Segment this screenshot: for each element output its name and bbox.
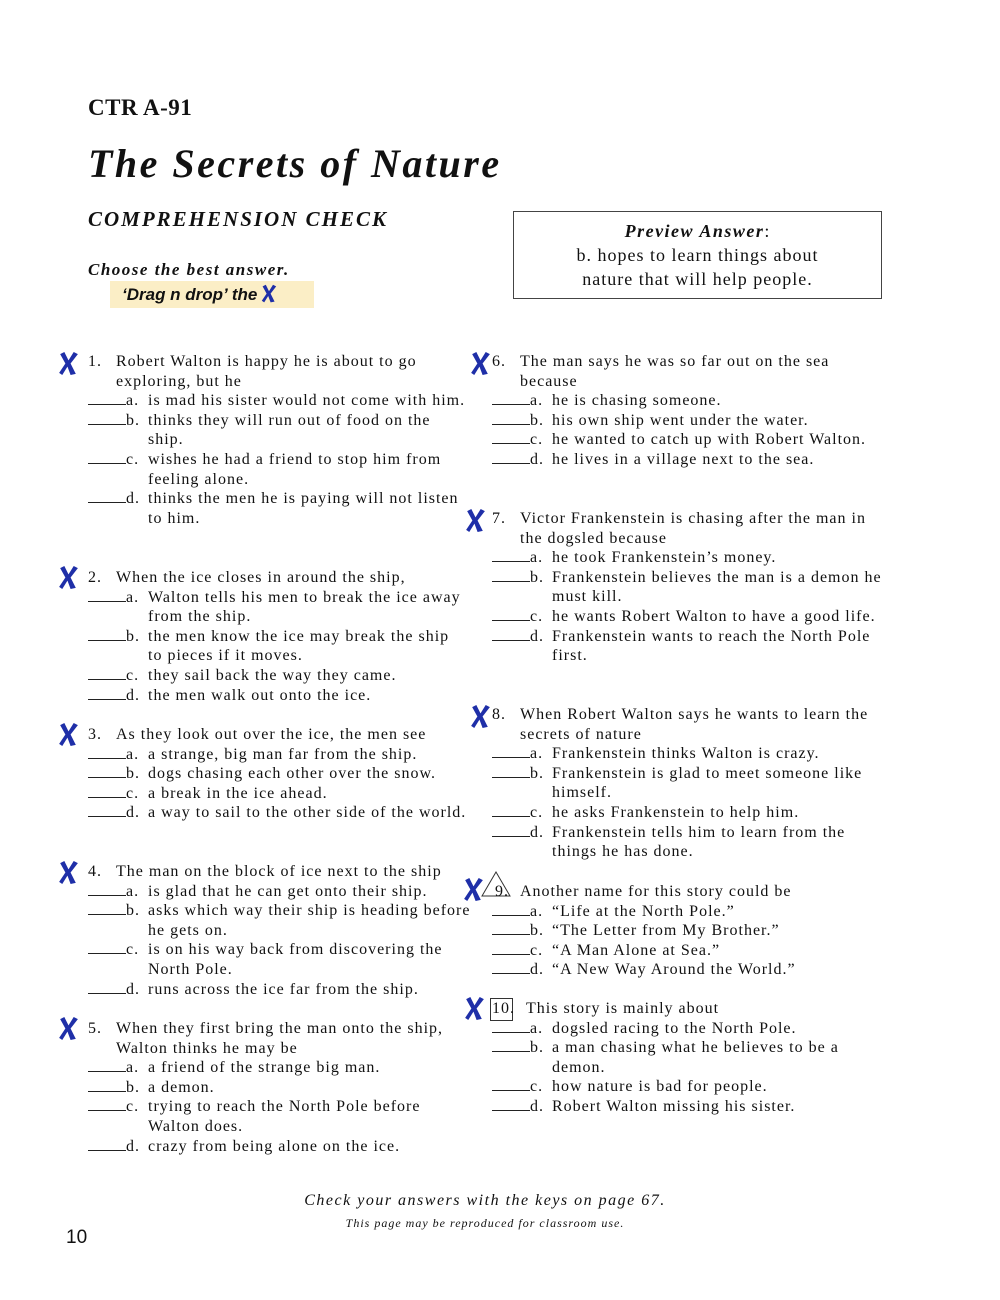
answer-blank[interactable]: [492, 627, 530, 641]
question-7: [492, 509, 882, 666]
answer-option[interactable]: d. Frankenstein tells him to learn from the things he has done.: [492, 823, 882, 862]
answer-blank[interactable]: [492, 941, 530, 955]
answer-blank[interactable]: [88, 764, 126, 778]
section-title: COMPREHENSION CHECK: [88, 207, 388, 231]
x-mark-icon[interactable]: [58, 722, 79, 747]
answer-blank[interactable]: [88, 588, 126, 602]
question-number: 10.: [492, 1000, 515, 1017]
answer-option[interactable]: d. runs across the ice far from the ship.: [88, 980, 472, 1000]
answer-blank[interactable]: [492, 1077, 530, 1091]
answer-option[interactable]: c. he wanted to catch up with Robert Walton.: [492, 430, 882, 450]
answer-blank[interactable]: [88, 1097, 126, 1111]
question-number: 5.: [88, 1020, 102, 1037]
x-mark-icon[interactable]: [465, 508, 486, 533]
question-9: [492, 882, 882, 980]
answer-blank[interactable]: [88, 784, 126, 798]
question-number: 1.: [88, 353, 102, 370]
x-mark-icon[interactable]: [261, 284, 277, 302]
answer-blank[interactable]: [88, 666, 126, 680]
answer-option[interactable]: c. is on his way back from discovering the North Pole.: [88, 940, 472, 979]
answer-option[interactable]: b. asks which way their ship is heading before he gets on.: [88, 901, 472, 940]
reproduction-note: This page may be reproduced for classroom use.: [345, 1216, 625, 1230]
answer-blank[interactable]: [492, 764, 530, 778]
question-stem: Robert Walton is happy he is about to go exploring, but he: [116, 353, 417, 390]
answer-blank[interactable]: [88, 980, 126, 994]
answer-blank[interactable]: [88, 1137, 126, 1151]
question-4: [88, 862, 472, 999]
question-number: 8.: [492, 706, 506, 723]
x-mark-icon[interactable]: [58, 351, 79, 376]
answer-option[interactable]: d. crazy from being alone on the ice.: [88, 1137, 468, 1157]
question-number: 3.: [88, 726, 102, 743]
answer-option[interactable]: d. Frankenstein wants to reach the North Pole first.: [492, 627, 882, 666]
answer-blank[interactable]: [492, 744, 530, 758]
question-number: 4.: [88, 863, 102, 880]
question-1: [88, 352, 468, 528]
answer-blank[interactable]: [88, 803, 126, 817]
answer-key-note: Check your answers with the keys on page 67.: [304, 1192, 666, 1209]
answer-option[interactable]: b. a demon.: [88, 1078, 468, 1098]
answer-blank[interactable]: [88, 882, 126, 896]
preview-answer-box: [513, 211, 882, 299]
answer-blank[interactable]: [492, 607, 530, 621]
question-stem: The man says he was so far out on the sea because: [520, 353, 830, 390]
answer-option[interactable]: a. is mad his sister would not come with him.: [88, 391, 468, 411]
answer-option[interactable]: b. “The Letter from My Brother.”: [492, 921, 882, 941]
answer-blank[interactable]: [492, 921, 530, 935]
answer-option[interactable]: c. wishes he had a friend to stop him from feeling alone.: [88, 450, 468, 489]
answer-blank[interactable]: [88, 901, 126, 915]
answer-blank[interactable]: [88, 940, 126, 954]
answer-blank[interactable]: [492, 803, 530, 817]
answer-option[interactable]: d. a way to sail to the other side of the world.: [88, 803, 468, 823]
answer-option[interactable]: d. Robert Walton missing his sister.: [492, 1097, 882, 1117]
answer-blank[interactable]: [492, 960, 530, 974]
x-mark-icon[interactable]: [470, 704, 491, 729]
answer-option[interactable]: b. dogs chasing each other over the snow.: [88, 764, 468, 784]
answer-option[interactable]: b. a man chasing what he believes to be a demon.: [492, 1038, 882, 1077]
preview-answer-colon: :: [764, 221, 771, 241]
question-number: 6.: [492, 353, 506, 370]
answer-option[interactable]: c. trying to reach the North Pole before Walton does.: [88, 1097, 468, 1136]
answer-option[interactable]: a. he took Frankenstein’s money.: [492, 548, 882, 568]
answer-blank[interactable]: [88, 745, 126, 759]
answer-option[interactable]: c. they sail back the way they came.: [88, 666, 468, 686]
answer-blank[interactable]: [492, 430, 530, 444]
question-2: [88, 568, 468, 705]
question-stem: As they look out over the ice, the men see: [116, 726, 427, 743]
answer-option[interactable]: a. a strange, big man far from the ship.: [88, 745, 468, 765]
preview-answer-line-2: nature that will help people.: [582, 269, 813, 289]
answer-option[interactable]: d. “A New Way Around the World.”: [492, 960, 882, 980]
preview-answer-line-1: b. hopes to learn things about: [576, 245, 819, 265]
question-stem: This story is mainly about: [526, 1000, 720, 1017]
preview-answer-title: Preview Answer: [624, 221, 765, 241]
x-mark-icon[interactable]: [58, 1016, 79, 1041]
answer-option[interactable]: b. his own ship went under the water.: [492, 411, 882, 431]
drag-hint-label: ‘Drag n drop’ the: [122, 285, 258, 305]
answer-option[interactable]: d. he lives in a village next to the sea.: [492, 450, 882, 470]
question-3: [88, 725, 468, 823]
answer-option[interactable]: b. Frankenstein is glad to meet someone like himself.: [492, 764, 882, 803]
answer-option[interactable]: a. Frankenstein thinks Walton is crazy.: [492, 744, 882, 764]
answer-blank[interactable]: [492, 1038, 530, 1052]
answer-option[interactable]: d. the men walk out onto the ice.: [88, 686, 468, 706]
answer-blank[interactable]: [88, 391, 126, 405]
answer-blank[interactable]: [492, 450, 530, 464]
question-number: 9.: [495, 883, 509, 900]
answer-blank[interactable]: [492, 391, 530, 405]
answer-option[interactable]: a. he is chasing someone.: [492, 391, 882, 411]
answer-option[interactable]: a. dogsled racing to the North Pole.: [492, 1019, 882, 1039]
answer-blank[interactable]: [492, 548, 530, 562]
page-title: The Secrets of Nature: [88, 141, 502, 186]
question-stem: When the ice closes in around the ship,: [116, 569, 406, 586]
drag-hint: [110, 281, 314, 308]
answer-blank[interactable]: [88, 1058, 126, 1072]
answer-blank[interactable]: [88, 1078, 126, 1092]
answer-option[interactable]: b. Frankenstein believes the man is a demon he must kill.: [492, 568, 882, 607]
x-mark-icon[interactable]: [58, 860, 79, 885]
answer-option[interactable]: a. Walton tells his men to break the ice away from the ship.: [88, 588, 468, 627]
answer-option[interactable]: d. thinks the men he is paying will not listen to him.: [88, 489, 468, 528]
question-number: 7.: [492, 510, 506, 527]
question-10: [492, 999, 882, 1117]
question-stem: The man on the block of ice next to the ship: [116, 863, 442, 880]
question-5: [88, 1019, 468, 1156]
x-mark-icon[interactable]: [58, 565, 79, 590]
question-stem: When Robert Walton says he wants to learn the secrets of nature: [520, 706, 869, 743]
answer-option[interactable]: b. the men know the ice may break the ship to pieces if it moves.: [88, 627, 468, 666]
question-8: [492, 705, 882, 862]
question-6: [492, 352, 882, 470]
answer-option[interactable]: c. he wants Robert Walton to have a good life.: [492, 607, 882, 627]
answer-blank[interactable]: [88, 411, 126, 425]
question-stem: Another name for this story could be: [520, 883, 792, 900]
answer-option[interactable]: c. “A Man Alone at Sea.”: [492, 941, 882, 961]
answer-option[interactable]: c. a break in the ice ahead.: [88, 784, 468, 804]
answer-blank[interactable]: [88, 627, 126, 641]
x-mark-icon[interactable]: [470, 351, 491, 376]
question-stem: Victor Frankenstein is chasing after the man in the dogsled because: [520, 510, 866, 547]
answer-blank[interactable]: [492, 902, 530, 916]
answer-blank[interactable]: [88, 489, 126, 503]
answer-option[interactable]: c. he asks Frankenstein to help him.: [492, 803, 882, 823]
answer-blank[interactable]: [492, 568, 530, 582]
worksheet-code: CTR A-91: [88, 95, 193, 120]
answer-blank[interactable]: [492, 1019, 530, 1033]
answer-blank[interactable]: [492, 411, 530, 425]
answer-blank[interactable]: [88, 686, 126, 700]
answer-option[interactable]: a. is glad that he can get onto their ship.: [88, 882, 472, 902]
question-stem: When they first bring the man onto the ship, Walton thinks he may be: [116, 1020, 444, 1057]
answer-option[interactable]: b. thinks they will run out of food on the ship.: [88, 411, 468, 450]
answer-option[interactable]: c. how nature is bad for people.: [492, 1077, 882, 1097]
answer-blank[interactable]: [492, 1097, 530, 1111]
x-mark-icon[interactable]: [464, 996, 485, 1021]
question-number: 2.: [88, 569, 102, 586]
answer-option[interactable]: a. a friend of the strange big man.: [88, 1058, 468, 1078]
answer-blank[interactable]: [88, 450, 126, 464]
answer-blank[interactable]: [492, 823, 530, 837]
instruction: Choose the best answer.: [88, 260, 290, 279]
page-number: 10: [66, 1227, 88, 1248]
answer-option[interactable]: a. “Life at the North Pole.”: [492, 902, 882, 922]
